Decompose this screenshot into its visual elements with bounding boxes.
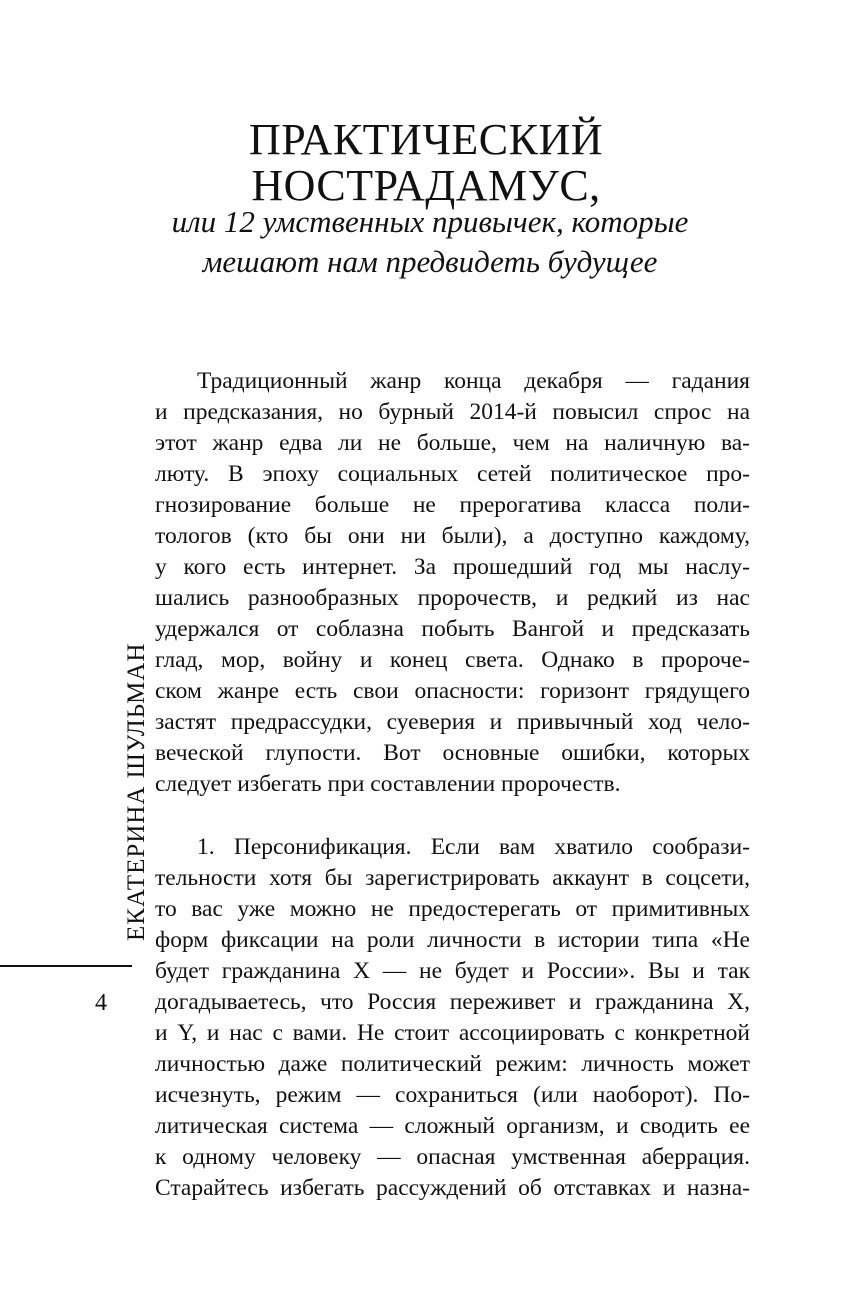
page-number: 4 (95, 990, 107, 1016)
text-line: шались разнообразных пророчеств, и редкий из нас (155, 585, 750, 611)
text-line: глад, мор, войну и конец света. Однако в пророче- (155, 647, 750, 673)
text-line: и предсказания, но бурный 2014-й повысил спрос на (155, 399, 750, 425)
text-line: форм фиксации на роли личности в истории типа «Не (155, 927, 750, 953)
text-line: у кого есть интернет. За прошедший год мы наслу- (155, 554, 750, 580)
chapter-title-line-1: ПРАКТИЧЕСКИЙ (248, 115, 604, 164)
text-line: веческой глупости. Вот основные ошибки, которых (155, 740, 750, 766)
body-paragraph-personification (155, 832, 750, 1204)
text-line: будет гражданина X — не будет и России». Вы и так (155, 958, 750, 984)
text-line: к одному человеку — опасная умственная аберрация. (155, 1144, 750, 1170)
text-line: и Y, и нас с вами. Не стоит ассоциировать с конкретной (155, 1020, 750, 1046)
text-line: 1. Персонификация. Если вам хватило сообрази- (197, 834, 750, 860)
text-line: тельности хотя бы зарегистрировать аккаунт в соцсети, (155, 865, 750, 891)
text-line: исчезнуть, режим — сохраниться (или наоборот). По- (155, 1082, 750, 1108)
text-line: ском жанре есть свои опасности: горизонт грядущего (155, 678, 750, 704)
margin-rule (0, 965, 132, 967)
text-line: личностью даже политический режим: личность может (155, 1051, 750, 1077)
chapter-subtitle-line-2: мешают нам предвидеть будущее (202, 244, 658, 279)
text-line: Старайтесь избегать рассуждений об отставках и назна- (155, 1175, 750, 1201)
body-paragraph-intro (155, 366, 750, 800)
text-line: то вас уже можно не предостерегать от примитивных (155, 896, 750, 922)
chapter-title-line-2: НОСТРАДАМУС, (251, 161, 601, 210)
text-line: застят предрассудки, суеверия и привычный ход чело- (155, 709, 750, 735)
text-line: удержался от соблазна побыть Вангой и предсказать (155, 616, 750, 642)
text-line: тологов (кто бы они ни были), а доступно каждому, (155, 523, 750, 549)
text-line: гнозирование больше не прерогатива класса поли- (155, 492, 750, 518)
text-line: люту. В эпоху социальных сетей политическое про- (155, 461, 750, 487)
text-line: догадываетесь, что Россия переживет и гражданина X, (155, 989, 750, 1015)
text-line: Традиционный жанр конца декабря — гадания (197, 368, 750, 394)
text-line: литическая система — сложный организм, и сводить ее (155, 1113, 750, 1139)
text-line: этот жанр едва ли не больше, чем на наличную ва- (155, 430, 750, 456)
chapter-subtitle-line-1: или 12 умственных привычек, которые (171, 204, 689, 239)
text-line: следует избегать при составлении пророчеств. (155, 771, 621, 797)
running-head-author: ЕКАТЕРИНА ШУЛЬМАН (123, 642, 150, 941)
